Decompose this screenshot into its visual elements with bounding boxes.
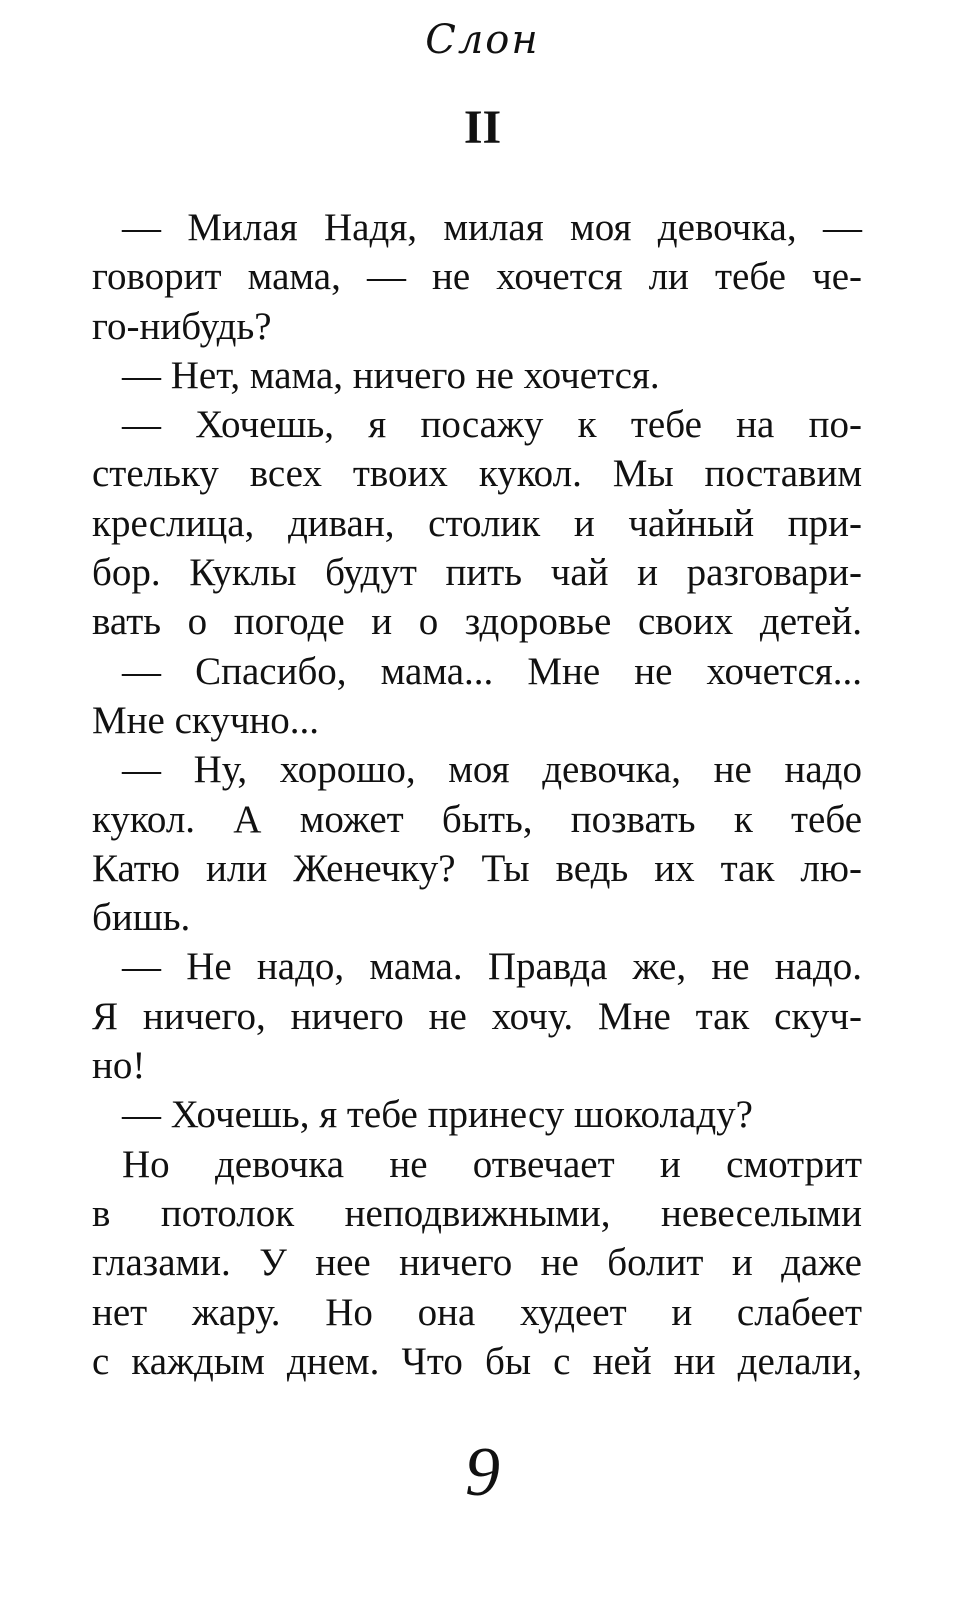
text-line: Но девочка не отвечает и смотрит	[122, 1142, 862, 1186]
text-line: — Не надо, мама. Правда же, не надо.	[122, 945, 862, 989]
text-line: — Ну, хорошо, моя девочка, не надо	[122, 748, 862, 792]
running-head: Слон	[425, 17, 540, 63]
text-line: в потолок неподвижными, невеселыми	[92, 1191, 862, 1235]
text-line: — Хочешь, я посажу к тебе на по-	[122, 403, 862, 447]
text-line: — Нет, мама, ничего не хочется.	[122, 353, 660, 397]
text-line: бишь.	[92, 896, 191, 940]
text-line: Я ничего, ничего не хочу. Мне так скуч-	[92, 994, 862, 1038]
text-line: стельку всех твоих кукол. Мы поставим	[92, 452, 862, 496]
text-line: глазами. У нее ничего не болит и даже	[92, 1241, 862, 1285]
text-line: кукол. А может быть, позвать к тебе	[92, 797, 862, 841]
text-line: нет жару. Но она худеет и слабеет	[92, 1290, 862, 1334]
page-number: 9	[465, 1434, 500, 1511]
text-line: вать о погоде и о здоровье своих детей.	[92, 600, 862, 644]
text-line: Мне скучно...	[92, 698, 320, 742]
text-line: креслица, диван, столик и чайный при-	[92, 501, 862, 545]
text-line: Катю или Женечку? Ты ведь их так лю-	[92, 846, 862, 890]
text-line: бор. Куклы будут пить чай и разговари-	[92, 551, 862, 595]
text-line: но!	[92, 1044, 146, 1088]
text-line: го-нибудь?	[92, 304, 272, 348]
text-line: — Спасибо, мама... Мне не хочется...	[122, 649, 862, 693]
text-line: с каждым днем. Что бы с ней ни делали,	[92, 1339, 862, 1383]
text-line: — Милая Надя, милая моя девочка, —	[122, 206, 862, 249]
text-line: говорит мама, — не хочется ли тебе че-	[92, 255, 862, 299]
body-text	[92, 203, 862, 1386]
text-line: — Хочешь, я тебе принесу шоколаду?	[122, 1093, 753, 1137]
chapter-number: II	[463, 101, 502, 154]
